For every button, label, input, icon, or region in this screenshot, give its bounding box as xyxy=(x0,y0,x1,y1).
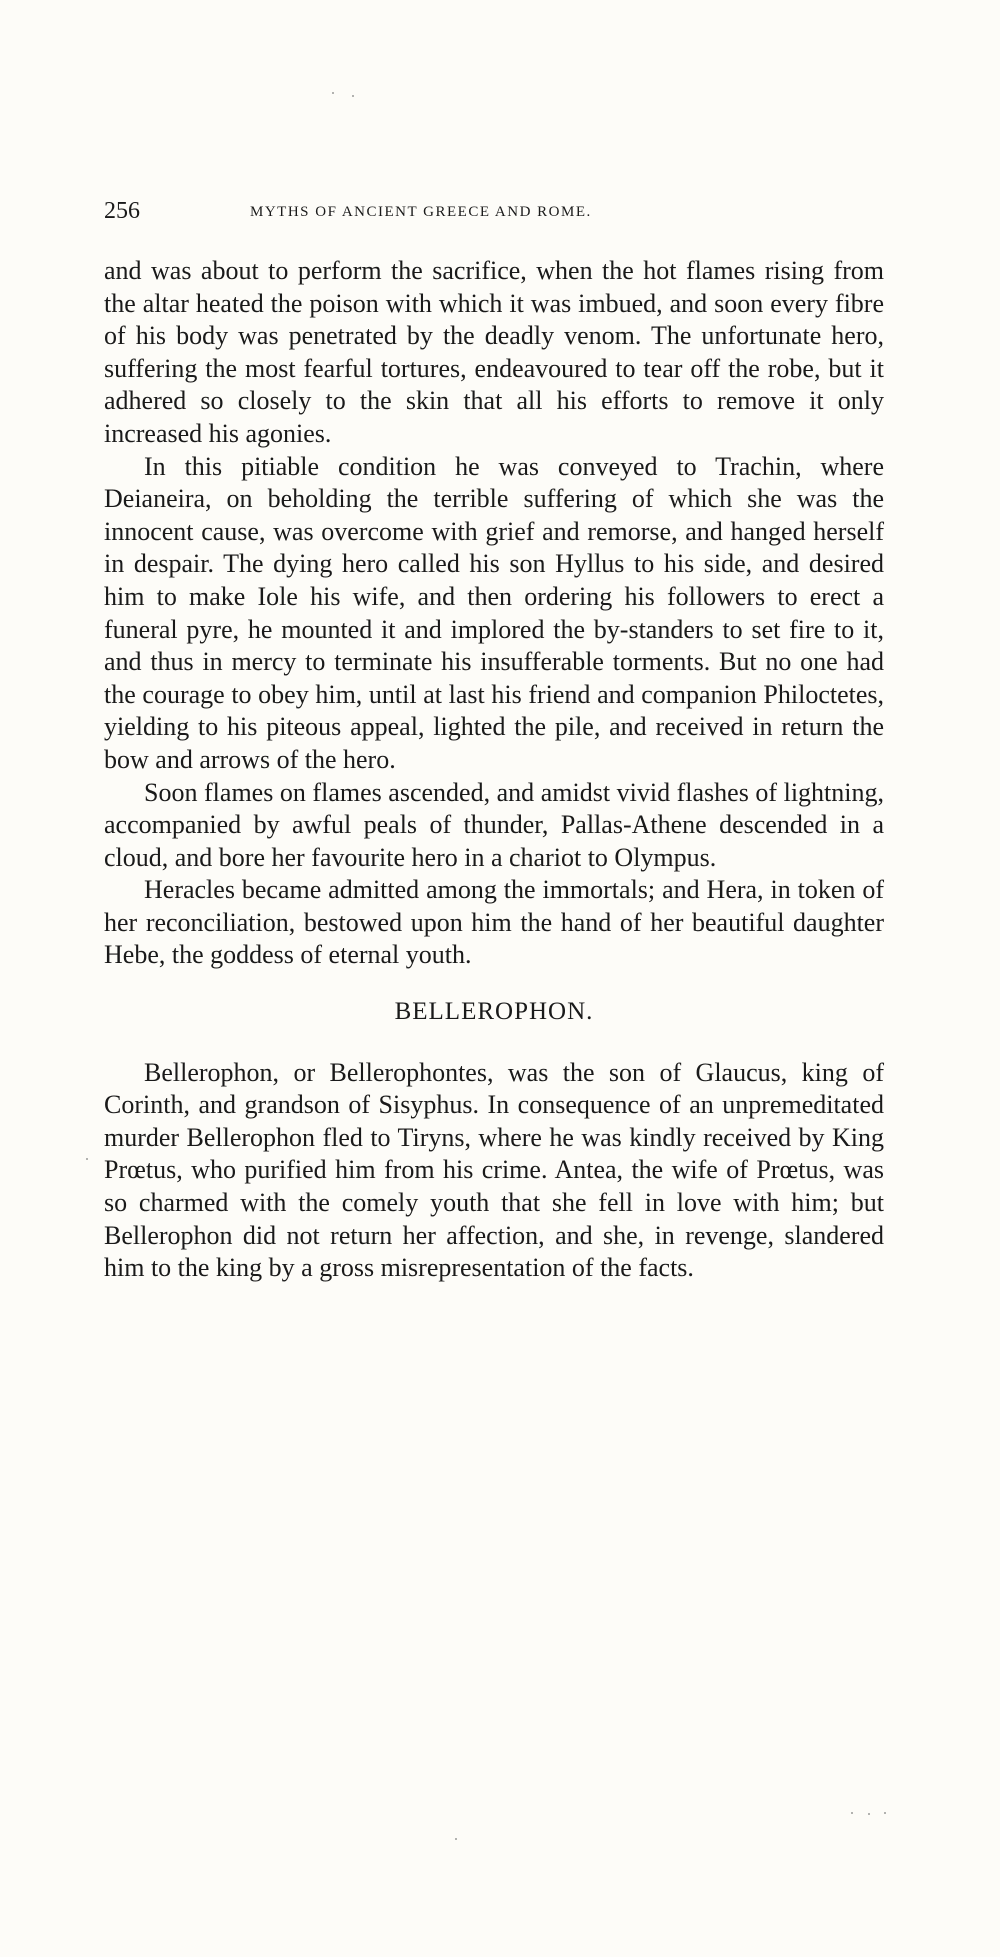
paragraph-trachin: In this pitiable condition he was conveyed to Trachin, where Deianeira, on beholding the terrible suffering of which she was the innocent cause, was overcome with grief and remorse, and hanged herself in despair. The dying hero called his son Hyllus to his side, and desired him to make Iole his wife, and then ordering his followers to erect a funeral pyre, he mounted it and implored the by-standers to set fire to it, and thus in mercy to terminate his insufferable torments. But no one had the courage to obey him, until at last his friend and companion Philoctetes, yielding to his piteous appeal, lighted the pile, and received in return the bow and arrows of the hero. xyxy=(104,451,884,774)
scan-speck xyxy=(455,1838,457,1840)
scan-speck xyxy=(86,1158,88,1160)
page-number: 256 xyxy=(104,198,140,224)
paragraph-immortals: Heracles became admitted among the immortals; and Hera, in token of her reconciliation, bestowed upon him the hand of her beautiful daughter Hebe, the goddess of eternal youth. xyxy=(104,875,884,970)
section-heading-bellerophon: BELLEROPHON. xyxy=(394,998,594,1026)
scan-speck xyxy=(851,1812,853,1814)
scan-speck xyxy=(884,1812,886,1814)
paragraph-flames: Soon flames on flames ascended, and amidst vivid flashes of lightning, accompanied by awful peals of thunder, Pallas-Athene descended in a cloud, and bore her favourite hero in a chariot to Olympus. xyxy=(104,777,884,872)
scan-speck xyxy=(332,92,334,94)
body-text xyxy=(104,255,884,1285)
scan-speck xyxy=(352,95,354,97)
paragraph-continuation: and was about to perform the sacrifice, when the hot flames rising from the altar heated the poison with which it was imbued, and soon every fibre of his body was penetrated by the deadly venom. The unfortunate hero, suffering the most fearful tortures, endeavoured to tear off the robe, but it adhered so closely to the skin that all his efforts to remove it only increased his agonies. xyxy=(104,256,884,448)
paragraph-bellerophon: Bellerophon, or Bellerophontes, was the son of Glaucus, king of Corinth, and grandson of Sisyphus. In consequence of an unpremeditated murder Bellerophon fled to Tiryns, where he was kindly received by King Prœtus, who purified him from his crime. Antea, the wife of Prœtus, was so charmed with the comely youth that she fell in love with him; but Bellerophon did not return her affection, and she, in revenge, slandered him to the king by a gross misrepresentation of the facts. xyxy=(104,1057,884,1283)
running-head: MYTHS OF ANCIENT GREECE AND ROME. xyxy=(250,204,592,220)
page-header xyxy=(104,198,744,238)
scan-speck xyxy=(868,1813,870,1815)
